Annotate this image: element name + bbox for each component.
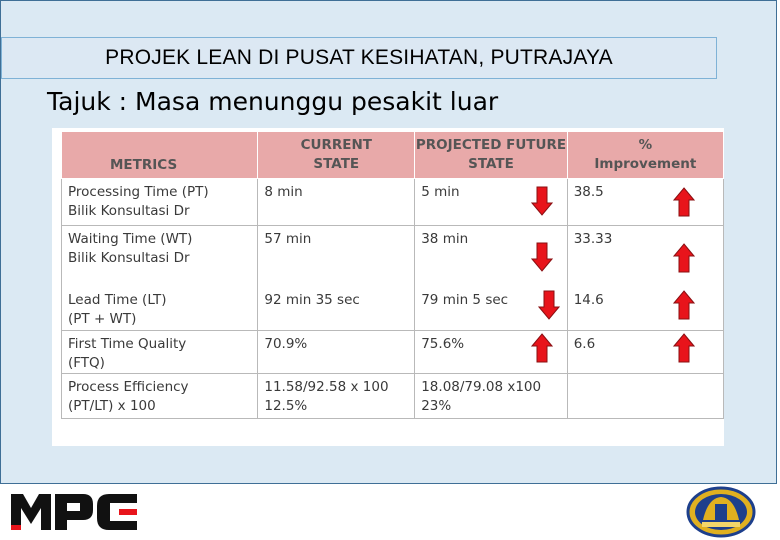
table-row: [62, 179, 724, 226]
slide-subtitle: Tajuk : Masa menunggu pesakit luar: [47, 87, 499, 116]
down-arrow-icon: [531, 186, 553, 216]
improvement-cell: [567, 374, 723, 419]
improvement-cell: 14.6: [567, 287, 723, 331]
table-row: [62, 287, 724, 331]
current-cell: 11.58/92.58 x 100 12.5%: [258, 374, 415, 419]
metric-cell: Lead Time (LT) (PT + WT): [62, 287, 258, 331]
future-cell: 5 min: [415, 179, 567, 226]
header-metrics: METRICS: [62, 132, 258, 179]
future-cell: 38 min: [415, 226, 567, 287]
metrics-table-image: [52, 128, 724, 446]
table-row: [62, 374, 724, 419]
current-cell: 70.9%: [258, 331, 415, 374]
current-cell: 57 min: [258, 226, 415, 287]
current-cell: 8 min: [258, 179, 415, 226]
improvement-cell: 6.6: [567, 331, 723, 374]
improvement-cell: 33.33: [567, 226, 723, 287]
table-header-row: [62, 132, 724, 179]
header-current-state: CURRENT STATE: [258, 132, 415, 179]
metric-cell: Waiting Time (WT) Bilik Konsultasi Dr: [62, 226, 258, 287]
title-banner: [1, 37, 717, 79]
future-cell: 79 min 5 sec: [415, 287, 567, 331]
down-arrow-icon: [531, 242, 553, 272]
mpc-logo: [11, 494, 139, 530]
up-arrow-icon: [531, 333, 553, 363]
metrics-table: [61, 131, 724, 419]
improvement-cell: 38.5: [567, 179, 723, 226]
table-row: [62, 226, 724, 287]
organization-seal-icon: [686, 486, 756, 538]
current-cell: 92 min 35 sec: [258, 287, 415, 331]
metric-cell: First Time Quality (FTQ): [62, 331, 258, 374]
header-future-state: PROJECTED FUTURE STATE: [415, 132, 567, 179]
up-arrow-icon: [673, 333, 695, 363]
future-cell: 18.08/79.08 x100 23%: [415, 374, 567, 419]
slide-title: PROJEK LEAN DI PUSAT KESIHATAN, PUTRAJAYA: [105, 46, 613, 69]
header-improvement: % Improvement: [567, 132, 723, 179]
metric-cell: Process Efficiency (PT/LT) x 100: [62, 374, 258, 419]
metric-cell: Processing Time (PT) Bilik Konsultasi Dr: [62, 179, 258, 226]
down-arrow-icon: [538, 290, 560, 320]
future-cell: 75.6%: [415, 331, 567, 374]
up-arrow-icon: [673, 243, 695, 273]
table-row: [62, 331, 724, 374]
up-arrow-icon: [673, 290, 695, 320]
up-arrow-icon: [673, 187, 695, 217]
